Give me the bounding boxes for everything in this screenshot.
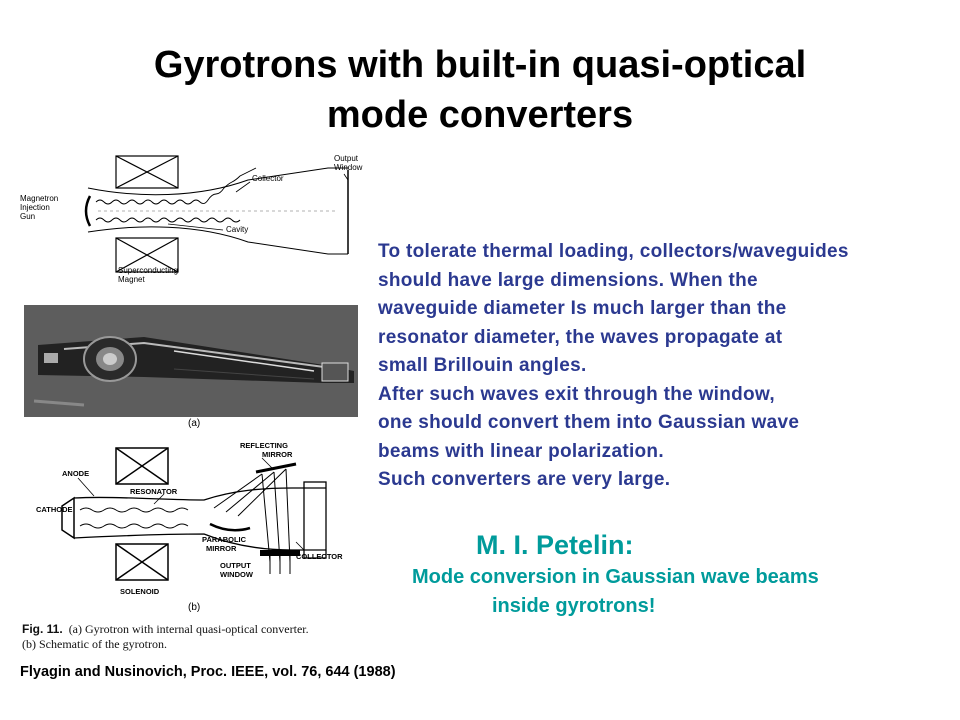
label-cavity: Cavity (226, 225, 249, 234)
tube-wall-bottom (88, 227, 348, 254)
label-resonator: RESONATOR (130, 487, 178, 496)
label-parabolic: PARABOLIC (202, 535, 247, 544)
caption-line-1: (a) Gyrotron with internal quasi-optical converter. (68, 622, 309, 636)
reflecting-mirror-shape (256, 464, 296, 472)
body-line-6: After such waves exit through the window, (378, 383, 775, 405)
tube-wall-top (88, 168, 348, 195)
body-line-7: one should convert them into Gaussian wave (378, 412, 800, 433)
quote-author: M. I. Petelin: (476, 530, 634, 560)
title-line-1: Gyrotrons with built-in quasi-optical (153, 44, 807, 86)
gyrotron-photo (24, 305, 358, 417)
body-line-8: beams with linear polarization. (378, 440, 664, 462)
reference-citation: Flyagin and Nusinovich, Proc. IEEE, vol. 76, 644 (1988) (20, 664, 396, 680)
label-collector: Collector (252, 174, 284, 183)
figure-caption (22, 622, 309, 652)
label-window: Window (334, 163, 363, 172)
body-text (378, 238, 958, 495)
quote-line-2: inside gyrotrons! (492, 595, 656, 617)
figure-a-label: (a) (188, 418, 201, 429)
figure-b-label: (b) (188, 602, 201, 613)
output-window-shape (260, 550, 300, 556)
body-line-9: Such converters are very large. (378, 469, 671, 490)
label-output-window: WINDOW (220, 570, 253, 579)
solenoid-coil-top (116, 448, 168, 484)
body-line-3: waveguide diameter Is much larger than the (378, 298, 787, 319)
injection-gun (86, 196, 90, 226)
cathode-shape (62, 498, 74, 538)
solenoid-coil-bottom (116, 544, 168, 580)
label-output: Output (334, 154, 359, 163)
magnet-coil-top (116, 156, 178, 188)
label-collector: COLLECTOR (296, 552, 343, 561)
label-reflecting-mirror: MIRROR (262, 450, 293, 459)
body-line-4: resonator diameter, the waves propagate at (378, 326, 783, 348)
title-line-2: mode converters (326, 94, 634, 136)
gyrotron-schematic-figure (18, 150, 370, 285)
quasi-optical-converter-schematic (34, 438, 344, 608)
quote-line-1: Mode conversion in Gaussian wave beams (412, 566, 819, 588)
label-anode: ANODE (62, 469, 90, 478)
label-solenoid: SOLENOID (120, 587, 160, 596)
label-output: OUTPUT (220, 561, 251, 570)
caption-fig-label: Fig. 11. (22, 622, 63, 636)
label-gun: Gun (20, 212, 36, 221)
label-reflecting: REFLECTING (240, 441, 288, 450)
label-magnetron: Magnetron (20, 194, 59, 203)
electron-beam-bottom (96, 218, 240, 222)
parabolic-mirror-shape (210, 524, 250, 530)
body-line-5: small Brillouin angles. (378, 355, 587, 376)
caption-line-2: (b) Schematic of the gyrotron. (22, 637, 167, 651)
label-magnet: Magnet (118, 275, 145, 284)
label-parabolic-mirror: MIRROR (206, 544, 237, 553)
label-superconducting: Superconducting (118, 266, 179, 275)
label-cathode: CATHODE (36, 505, 73, 514)
label-injection: Injection (20, 203, 50, 212)
slide-title (0, 40, 960, 140)
body-line-2: should have large dimensions. When the (378, 269, 758, 291)
body-line-1: To tolerate thermal loading, collectors/waveguides (378, 241, 849, 262)
